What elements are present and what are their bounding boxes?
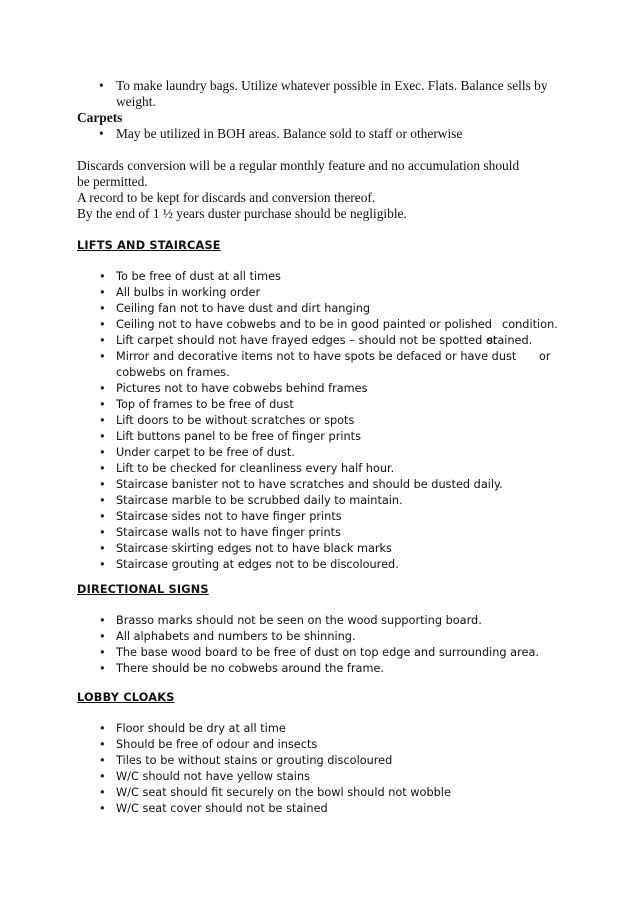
- list-item: [77, 349, 577, 381]
- lobby-list: [77, 721, 577, 817]
- list-item: [77, 397, 577, 413]
- lifts-heading: LIFTS AND STAIRCASE: [77, 239, 221, 252]
- bullet-icon: •: [99, 662, 106, 675]
- list-item-text: Staircase skirting edges not to have black marks: [116, 542, 392, 555]
- list-item-text: All bulbs in working order: [116, 286, 261, 299]
- list-item: [77, 785, 577, 801]
- directional-section: [77, 582, 577, 598]
- bullet-icon: •: [99, 614, 106, 627]
- bullet-icon: •: [99, 770, 106, 783]
- list-item-tail: or: [539, 350, 551, 363]
- lifts-list: [77, 269, 577, 573]
- bullet-icon: •: [99, 398, 106, 411]
- bullet-icon: •: [99, 786, 106, 799]
- list-item-tail: stained.: [487, 334, 533, 347]
- bullet-icon: •: [99, 630, 106, 643]
- list-item: [77, 557, 577, 573]
- paragraph-line: A record to be kept for discards and conversion thereof.: [77, 190, 376, 205]
- directional-list-wrap: [77, 613, 577, 677]
- list-item-text: All alphabets and numbers to be shinning.: [116, 630, 356, 643]
- list-item: [77, 541, 577, 557]
- list-item: [77, 753, 577, 769]
- bullet-icon: •: [99, 462, 106, 475]
- bullet-icon: •: [99, 78, 104, 93]
- bullet-icon: •: [99, 382, 106, 395]
- list-item-text: May be utilized in BOH areas. Balance sold to staff or otherwise: [116, 126, 463, 141]
- list-item: [77, 645, 577, 661]
- list-item-text: Floor should be dry at all time: [116, 722, 286, 735]
- list-item-text: The base wood board to be free of dust on top edge and surrounding area.: [116, 646, 539, 659]
- bullet-icon: •: [99, 646, 106, 659]
- lobby-heading: LOBBY CLOAKS: [77, 691, 175, 704]
- bullet-icon: •: [99, 302, 106, 315]
- list-item: [77, 269, 577, 285]
- paragraph-line: be permitted.: [77, 174, 148, 189]
- list-item: [77, 381, 577, 397]
- lobby-list-wrap: [77, 721, 577, 817]
- bullet-icon: •: [99, 542, 106, 555]
- bullet-icon: •: [99, 270, 106, 283]
- list-item-text: Lift buttons panel to be free of finger prints: [116, 430, 361, 443]
- list-item-text: To make laundry bags. Utilize whatever possible in Exec. Flats. Balance sells by weight.: [116, 78, 548, 109]
- directional-list: [77, 613, 577, 677]
- list-item: [77, 525, 577, 541]
- list-item-text: Lift to be checked for cleanliness every half hour.: [116, 462, 395, 475]
- list-item: [77, 333, 577, 349]
- list-item-text: Tiles to be without stains or grouting discoloured: [116, 754, 393, 767]
- bullet-icon: •: [99, 510, 106, 523]
- bullet-icon: •: [99, 446, 106, 459]
- bullet-icon: •: [99, 526, 106, 539]
- list-item-text: Staircase marble to be scrubbed daily to maintain.: [116, 494, 403, 507]
- bullet-icon: •: [99, 802, 106, 815]
- bullet-icon: •: [99, 126, 104, 141]
- list-item-text: W/C seat should fit securely on the bowl should not wobble: [116, 786, 451, 799]
- list-item: [77, 613, 577, 629]
- carpets-list: [77, 126, 577, 142]
- list-item: [77, 429, 577, 445]
- list-item: [77, 317, 577, 333]
- bullet-icon: •: [99, 334, 106, 347]
- bullet-icon: •: [99, 494, 106, 507]
- lifts-section: [77, 238, 577, 254]
- list-item-text: Staircase walls not to have finger prints: [116, 526, 341, 539]
- list-item-tail: condition.: [502, 318, 558, 331]
- list-item: [77, 445, 577, 461]
- paragraph-line: Discards conversion will be a regular monthly feature and no accumulation should: [77, 158, 520, 173]
- list-item-text: W/C seat cover should not be stained: [116, 802, 328, 815]
- bullet-icon: •: [99, 318, 106, 331]
- lifts-list-wrap: [77, 269, 577, 573]
- list-item-text: Lift carpet should not have frayed edges – should not be spotted or: [116, 334, 498, 347]
- bullet-icon: •: [99, 350, 106, 363]
- list-item: [77, 721, 577, 737]
- list-item-text: Top of frames to be free of dust: [116, 398, 294, 411]
- list-item-text: Lift doors to be without scratches or spots: [116, 414, 355, 427]
- list-item: [77, 301, 577, 317]
- list-item-text: To be free of dust at all times: [116, 270, 281, 283]
- paragraph-line: By the end of 1 ½ years duster purchase should be negligible.: [77, 206, 407, 221]
- list-item: [77, 78, 577, 110]
- bullet-icon: •: [99, 754, 106, 767]
- bullet-icon: •: [99, 478, 106, 491]
- list-item-text: There should be no cobwebs around the frame.: [116, 662, 385, 675]
- directional-heading: DIRECTIONAL SIGNS: [77, 583, 209, 596]
- list-item-text: Staircase grouting at edges not to be discoloured.: [116, 558, 399, 571]
- list-item: [77, 413, 577, 429]
- list-item-text: Under carpet to be free of dust.: [116, 446, 295, 459]
- bullet-icon: •: [99, 430, 106, 443]
- list-item: [77, 629, 577, 645]
- bullet-icon: •: [99, 414, 106, 427]
- list-item-text: Brasso marks should not be seen on the wood supporting board.: [116, 614, 482, 627]
- list-item-text: Mirror and decorative items not to have spots be defaced or have dust: [116, 350, 517, 363]
- bullet-icon: •: [99, 558, 106, 571]
- list-item: [77, 769, 577, 785]
- list-item-text: Should be free of odour and insects: [116, 738, 318, 751]
- list-item: [77, 801, 577, 817]
- bullet-icon: •: [99, 722, 106, 735]
- list-item: [77, 477, 577, 493]
- list-item: [77, 461, 577, 477]
- list-item: [77, 661, 577, 677]
- lobby-section: [77, 690, 577, 706]
- list-item: [77, 509, 577, 525]
- list-item-text: Pictures not to have cobwebs behind frames: [116, 382, 368, 395]
- list-item-text: Staircase sides not to have finger prints: [116, 510, 342, 523]
- laundry-list: [77, 78, 577, 110]
- top-section: [77, 78, 577, 222]
- list-item: [77, 126, 577, 142]
- list-item: [77, 285, 577, 301]
- list-item: [77, 493, 577, 509]
- list-item-text: W/C should not have yellow stains: [116, 770, 310, 783]
- bullet-icon: •: [99, 738, 106, 751]
- list-item: [77, 737, 577, 753]
- bullet-icon: •: [99, 286, 106, 299]
- list-item-continuation: cobwebs on frames.: [116, 366, 230, 379]
- list-item-text: Ceiling not to have cobwebs and to be in good painted or polished: [116, 318, 492, 331]
- carpets-heading: Carpets: [77, 110, 123, 125]
- list-item-text: Staircase banister not to have scratches and should be dusted daily.: [116, 478, 503, 491]
- list-item-text: Ceiling fan not to have dust and dirt hanging: [116, 302, 371, 315]
